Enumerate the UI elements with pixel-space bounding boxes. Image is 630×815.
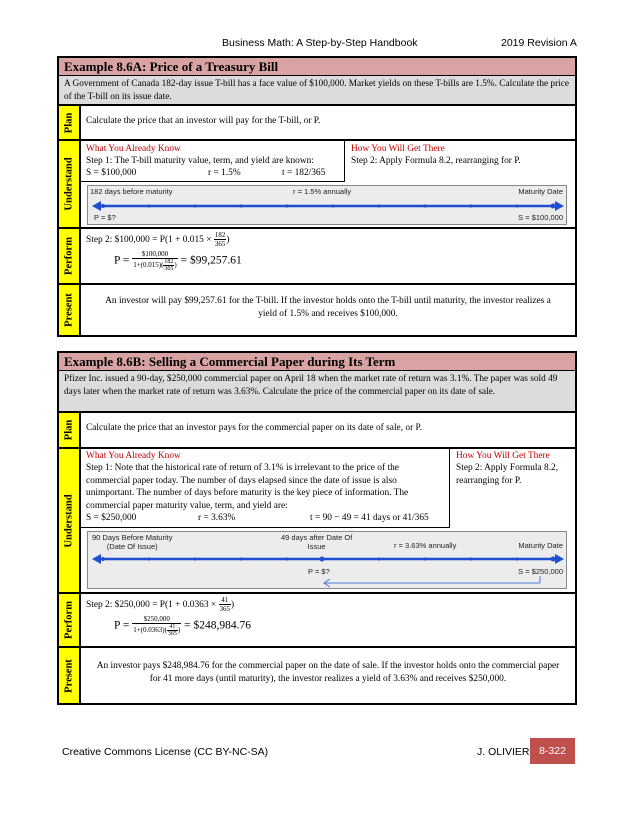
know-step: Step 1: The T-bill maturity value, term, and yield are known: xyxy=(86,156,314,166)
get-heading: How You Will Get There xyxy=(351,144,445,154)
known-s: S = $100,000 xyxy=(86,168,137,178)
problem-statement: A Government of Canada 182-day issue T-bill has a face value of $100,000. Market yields on these T-bills are 1.5%. Calculate the price of the T-bill on its issue date. xyxy=(59,76,575,106)
present-row xyxy=(59,285,575,335)
timeline-left-label: 90 Days Before Maturity (Date Of Issue) xyxy=(92,533,173,551)
timeline-arrow-right xyxy=(555,201,564,211)
present-label: Present xyxy=(59,648,81,703)
timeline-s-label: S = $250,000 xyxy=(518,567,563,576)
known-r: r = 1.5% xyxy=(208,168,241,178)
perform-row xyxy=(59,594,575,648)
page-number: 8-322 xyxy=(530,738,575,764)
present-row xyxy=(59,648,575,703)
revision-label: 2019 Revision A xyxy=(501,37,577,49)
timeline-arrow-left xyxy=(92,201,101,211)
get-heading: How You Will Get There xyxy=(456,451,550,461)
what-you-know xyxy=(81,449,450,528)
plan-row xyxy=(59,413,575,449)
timeline xyxy=(87,531,567,589)
present-label: Present xyxy=(59,285,81,335)
plan-text: Calculate the price that an investor will pay for the T-bill, or P. xyxy=(86,116,321,126)
example-title: Example 8.6A: Price of a Treasury Bill xyxy=(59,58,575,76)
plan-label: Plan xyxy=(59,413,81,447)
present-text: An investor pays $248,984.76 for the commercial paper on the date of sale. If the investor holds onto the commercial paper for 41 more days (until maturity), the investor realizes a yield of 3.63% and receives $250,000. xyxy=(96,661,560,684)
example-8-6b xyxy=(57,351,577,705)
timeline-rate-label: r = 3.63% annually xyxy=(394,541,457,550)
problem-statement: Pfizer Inc. issued a 90-day, $250,000 commercial paper on April 18 when the market rate of return was 3.1%. The paper was sold 49 days later when the market rate of return was 3.63%. Calculate the price of the commercial paper on its date of sale. xyxy=(59,371,575,413)
perform-label: Perform xyxy=(59,229,81,283)
understand-label: Understand xyxy=(59,449,81,592)
price-formula: P = $250,000 1+(0.0363)( $\frac{41}{365}$ ) = $248,984.76 xyxy=(114,615,252,637)
plan-label: Plan xyxy=(59,106,81,139)
understand-row xyxy=(59,141,575,229)
book-title: Business Math: A Step-by-Step Handbook xyxy=(222,37,418,49)
timeline-mid-label: 49 days after Date Of Issue xyxy=(281,533,353,551)
known-t: t = 182/365 xyxy=(282,168,326,178)
get-step: Step 2: Apply Formula 8.2, rearranging for P. xyxy=(456,463,559,486)
timeline-left-label: 182 days before maturity xyxy=(90,187,173,196)
author-name: J. OLIVIER xyxy=(477,746,530,758)
get-step: Step 2: Apply Formula 8.2, rearranging for P. xyxy=(351,156,521,166)
understand-label: Understand xyxy=(59,141,81,227)
timeline-right-label: Maturity Date xyxy=(518,541,563,550)
price-formula: P = $100,000 1+(0.015)( $\frac{182}{365}$ ) = $99,257.61 xyxy=(114,250,242,272)
know-step: Step 1: Note that the historical rate of return of 3.1% is irrelevant to the price of the commercial paper today. The number of days elapsed since the date of issue is also unimportant. The number of days before maturity is the key piece of information. The commercial paper maturity value, term, and yield are: xyxy=(86,463,409,511)
present-text: An investor will pay $99,257.61 for the T-bill. If the investor holds onto the T-bill until maturity, the investor realizes a yield of 1.5% and receives $100,000. xyxy=(105,296,551,319)
known-t: t = 90 − 49 = 41 days or 41/365 xyxy=(310,513,429,524)
know-heading: What You Already Know xyxy=(86,451,181,461)
known-s: S = $250,000 xyxy=(86,513,137,524)
timeline-right-label: Maturity Date xyxy=(518,187,563,196)
what-you-know xyxy=(81,141,345,182)
perform-equation: Step 2: $100,000 = P(1 + 0.015 × $\frac{182}{365}$ ) xyxy=(86,231,230,249)
perform-content xyxy=(81,229,575,283)
license-text: Creative Commons License (CC BY-NC-SA) xyxy=(62,746,269,758)
perform-equation: Step 2: $250,000 = P(1 + 0.0363 × $\frac{41}{365}$ ) xyxy=(86,596,235,614)
example-8-6a xyxy=(57,56,577,337)
timeline-p-label: P = $? xyxy=(308,567,330,576)
timeline-arrow-left xyxy=(92,554,101,564)
perform-label: Perform xyxy=(59,594,81,646)
plan-text: Calculate the price that an investor pays for the commercial paper on its date of sale, or P. xyxy=(86,423,423,433)
timeline-rate-label: r = 1.5% annually xyxy=(293,187,352,196)
perform-content xyxy=(81,594,575,646)
know-heading: What You Already Know xyxy=(86,144,181,154)
known-r: r = 3.63% xyxy=(198,513,236,524)
timeline xyxy=(87,185,567,225)
perform-row xyxy=(59,229,575,285)
how-you-get-there xyxy=(351,143,521,167)
example-title: Example 8.6B: Selling a Commercial Paper during Its Term xyxy=(59,353,575,371)
timeline-arrow-right xyxy=(555,554,564,564)
understand-row xyxy=(59,449,575,594)
timeline-p-label: P = $? xyxy=(94,213,116,222)
plan-row xyxy=(59,106,575,141)
how-you-get-there xyxy=(456,450,571,487)
timeline-s-label: S = $100,000 xyxy=(518,213,563,222)
